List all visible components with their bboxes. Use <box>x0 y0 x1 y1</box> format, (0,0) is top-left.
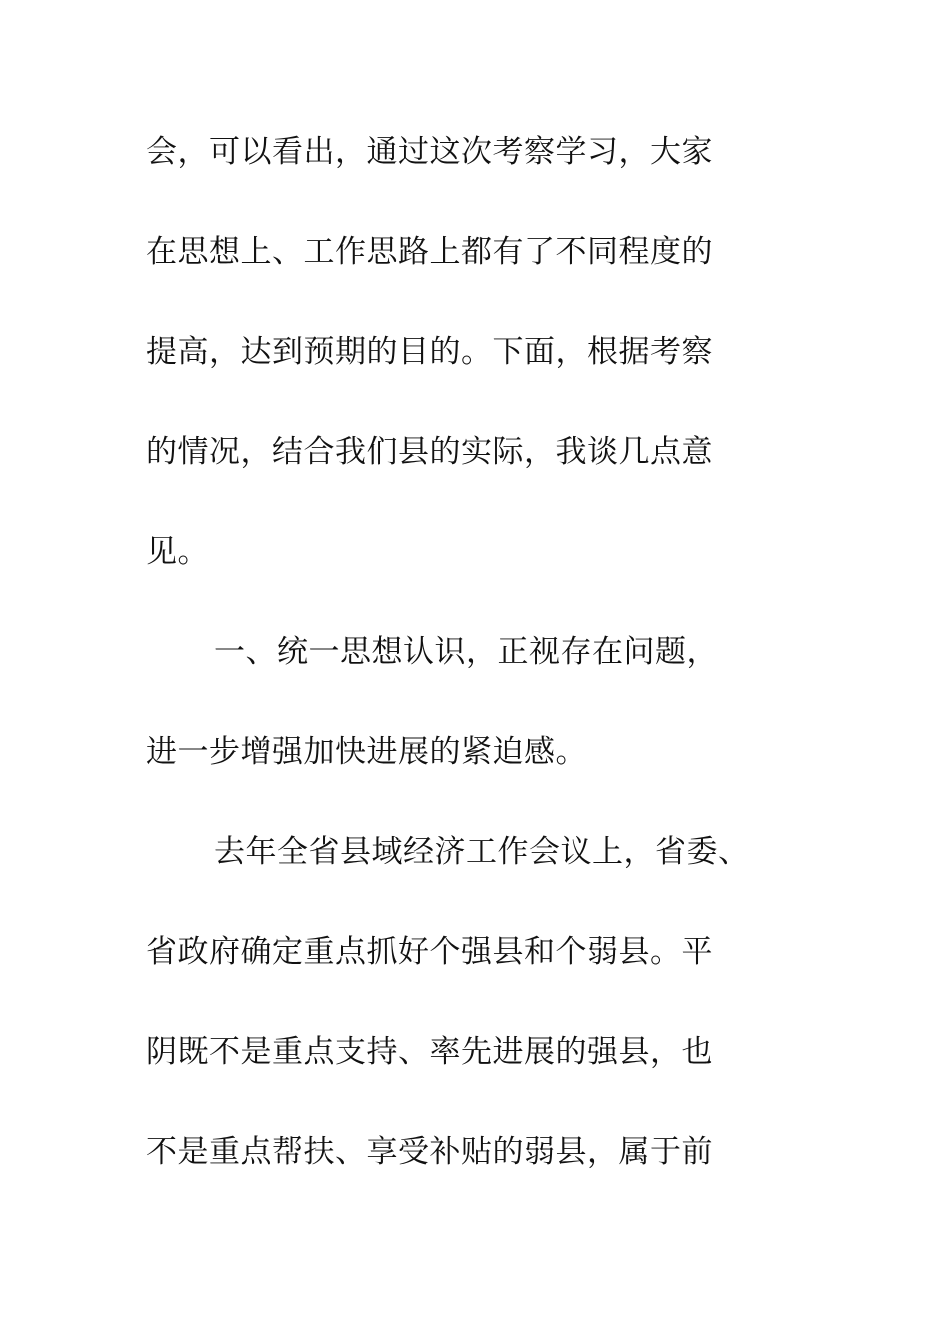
body-text-line: 阴既不是重点支持、率先进展的强县，也 <box>146 1034 713 1070</box>
body-text-line: 的情况，结合我们县的实际，我谈几点意 <box>146 434 713 470</box>
body-text-line: 不是重点帮扶、享受补贴的弱县，属于前 <box>146 1134 713 1170</box>
body-text-line: 见。 <box>146 534 209 570</box>
body-text-line: 去年全省县域经济工作会议上，省委、 <box>214 834 750 870</box>
body-text-line: 会，可以看出，通过这次考察学习，大家 <box>146 134 713 170</box>
body-text-line: 提高，达到预期的目的。下面，根据考察 <box>146 334 713 370</box>
body-text-line: 在思想上、工作思路上都有了不同程度的 <box>146 234 713 270</box>
section-heading-line: 进一步增强加快进展的紧迫感。 <box>146 734 587 770</box>
section-heading-line: 一、统一思想认识，正视存在问题， <box>214 634 718 670</box>
body-text-line: 省政府确定重点抓好个强县和个弱县。平 <box>146 934 713 970</box>
